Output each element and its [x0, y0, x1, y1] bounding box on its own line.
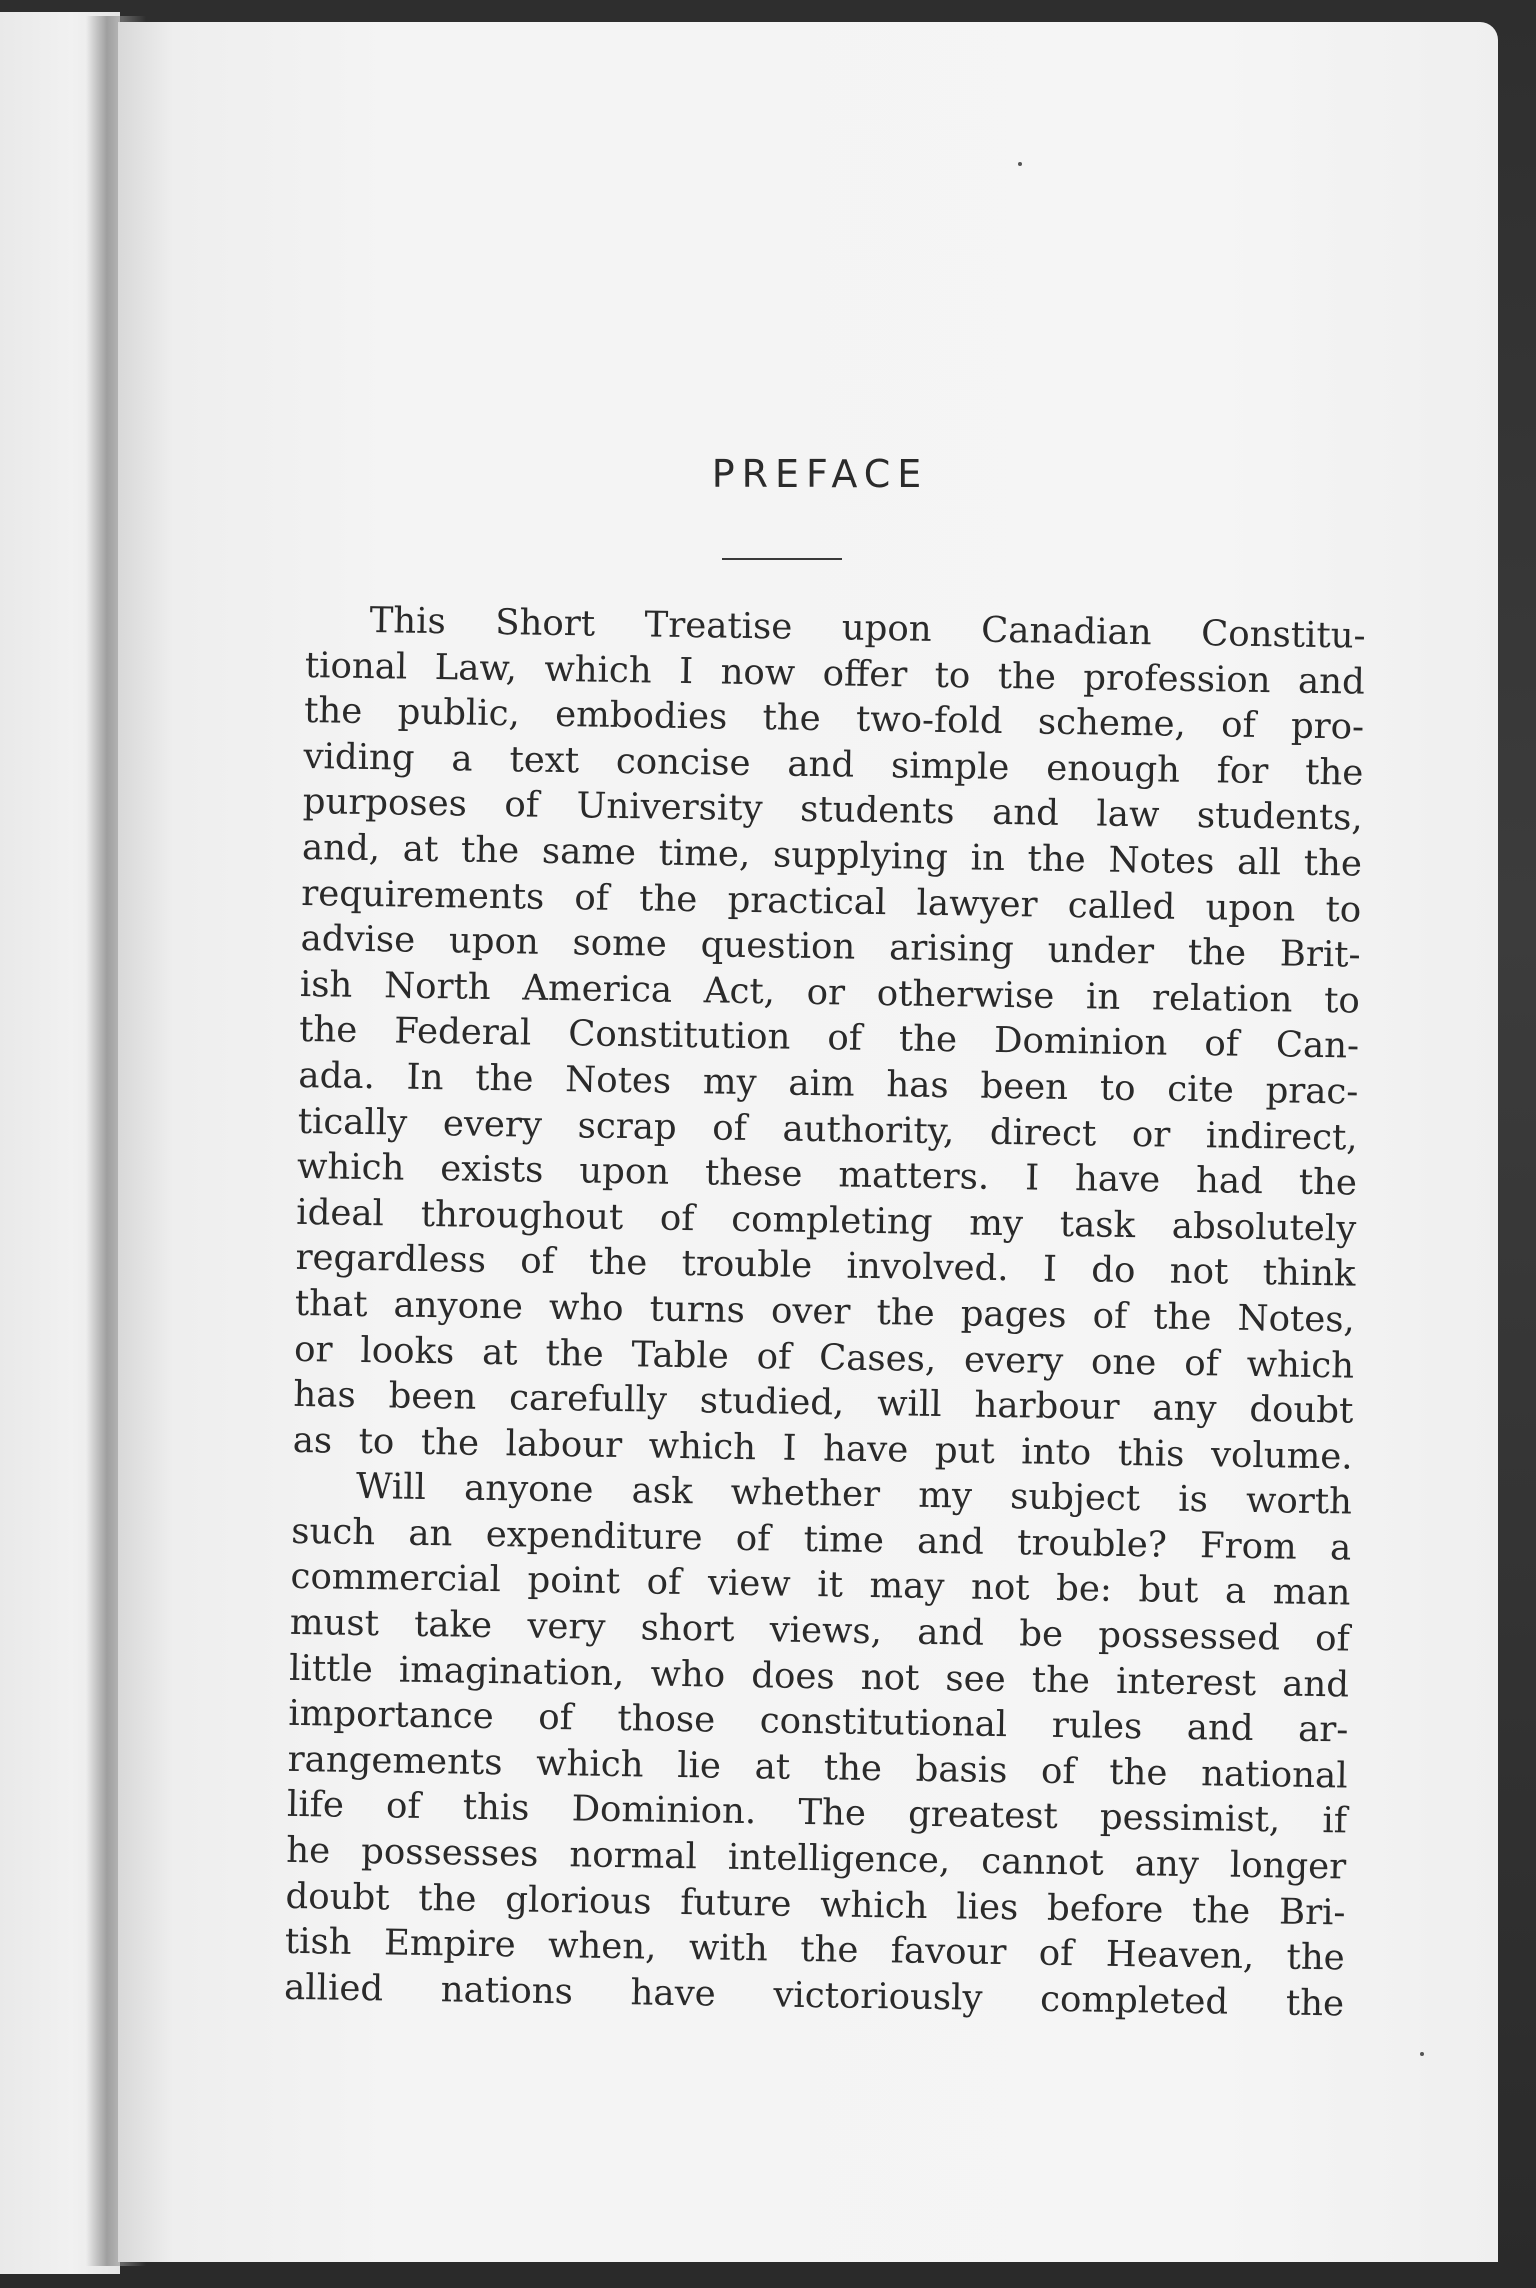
text-line: and, at the same time, supplying in the Notes all the	[301, 826, 1363, 885]
text-line: must take very short views, and be possessed of	[289, 1601, 1351, 1660]
text-line: tional Law, which I now offer to the profession and	[304, 644, 1366, 703]
text-line: rangements which lie at the basis of the national	[287, 1738, 1348, 1797]
text-line: ideal throughout of completing my task absolutely	[296, 1191, 1357, 1250]
text-line: or looks at the Table of Cases, every one of which	[293, 1328, 1355, 1387]
title-rule	[722, 558, 842, 560]
paragraph-1	[292, 597, 1365, 1480]
text-line: Will anyone ask whether my subject is worth	[355, 1466, 1353, 1523]
text-line: the public, embodies the two-fold scheme, of pro-	[303, 690, 1365, 748]
book-page	[118, 22, 1498, 2262]
text-line: the Federal Constitution of the Dominion of Can-	[298, 1009, 1360, 1067]
text-line: This Short Treatise upon Canadian Constitu-	[369, 600, 1366, 657]
scan-speck	[1018, 162, 1022, 166]
text-line: which exists upon these matters. I have had the	[296, 1146, 1358, 1204]
text-line: allied nations have victoriously completed the	[283, 1966, 1345, 2025]
scan-speck	[1420, 2052, 1424, 2056]
text-line: advise upon some question arising under the Brit-	[300, 918, 1361, 976]
text-line: little imagination, who does not see the interest and	[288, 1647, 1350, 1706]
text-line: ish North America Act, or otherwise in relation to	[299, 963, 1361, 1022]
page-title: PREFACE	[711, 452, 929, 496]
text-line: tically every scrap of authority, direct or indirect,	[297, 1100, 1358, 1159]
text-line: doubt the glorious future which lies before the Bri-	[285, 1875, 1346, 1934]
preface-body	[284, 597, 1366, 2027]
text-line: requirements of the practical lawyer called upon to	[301, 872, 1362, 931]
text-line: that anyone who turns over the pages of the Notes,	[294, 1282, 1356, 1341]
text-line: regardless of the trouble involved. I do not think	[295, 1237, 1356, 1295]
text-line: tish Empire when, with the favour of Heaven, the	[284, 1921, 1346, 1979]
text-line: such an expenditure of time and trouble? From a	[291, 1510, 1352, 1569]
paragraph-2	[284, 1463, 1352, 2027]
text-line: viding a text concise and simple enough for the	[303, 735, 1364, 794]
text-line: as to the labour which I have put into this volume.	[292, 1419, 1353, 1478]
text-line: ada. In the Notes my aim has been to cite prac-	[298, 1054, 1359, 1113]
text-line: commercial point of view it may not be: but a man	[290, 1556, 1351, 1614]
text-line: has been carefully studied, will harbour any doubt	[293, 1373, 1354, 1432]
text-line: life of this Dominion. The greatest pessimist, if	[286, 1784, 1348, 1842]
text-line: he possesses normal intelligence, cannot any longer	[285, 1829, 1347, 1888]
text-line: importance of those constitutional rules and ar-	[288, 1693, 1349, 1751]
text-line: purposes of University students and law students,	[302, 781, 1363, 839]
